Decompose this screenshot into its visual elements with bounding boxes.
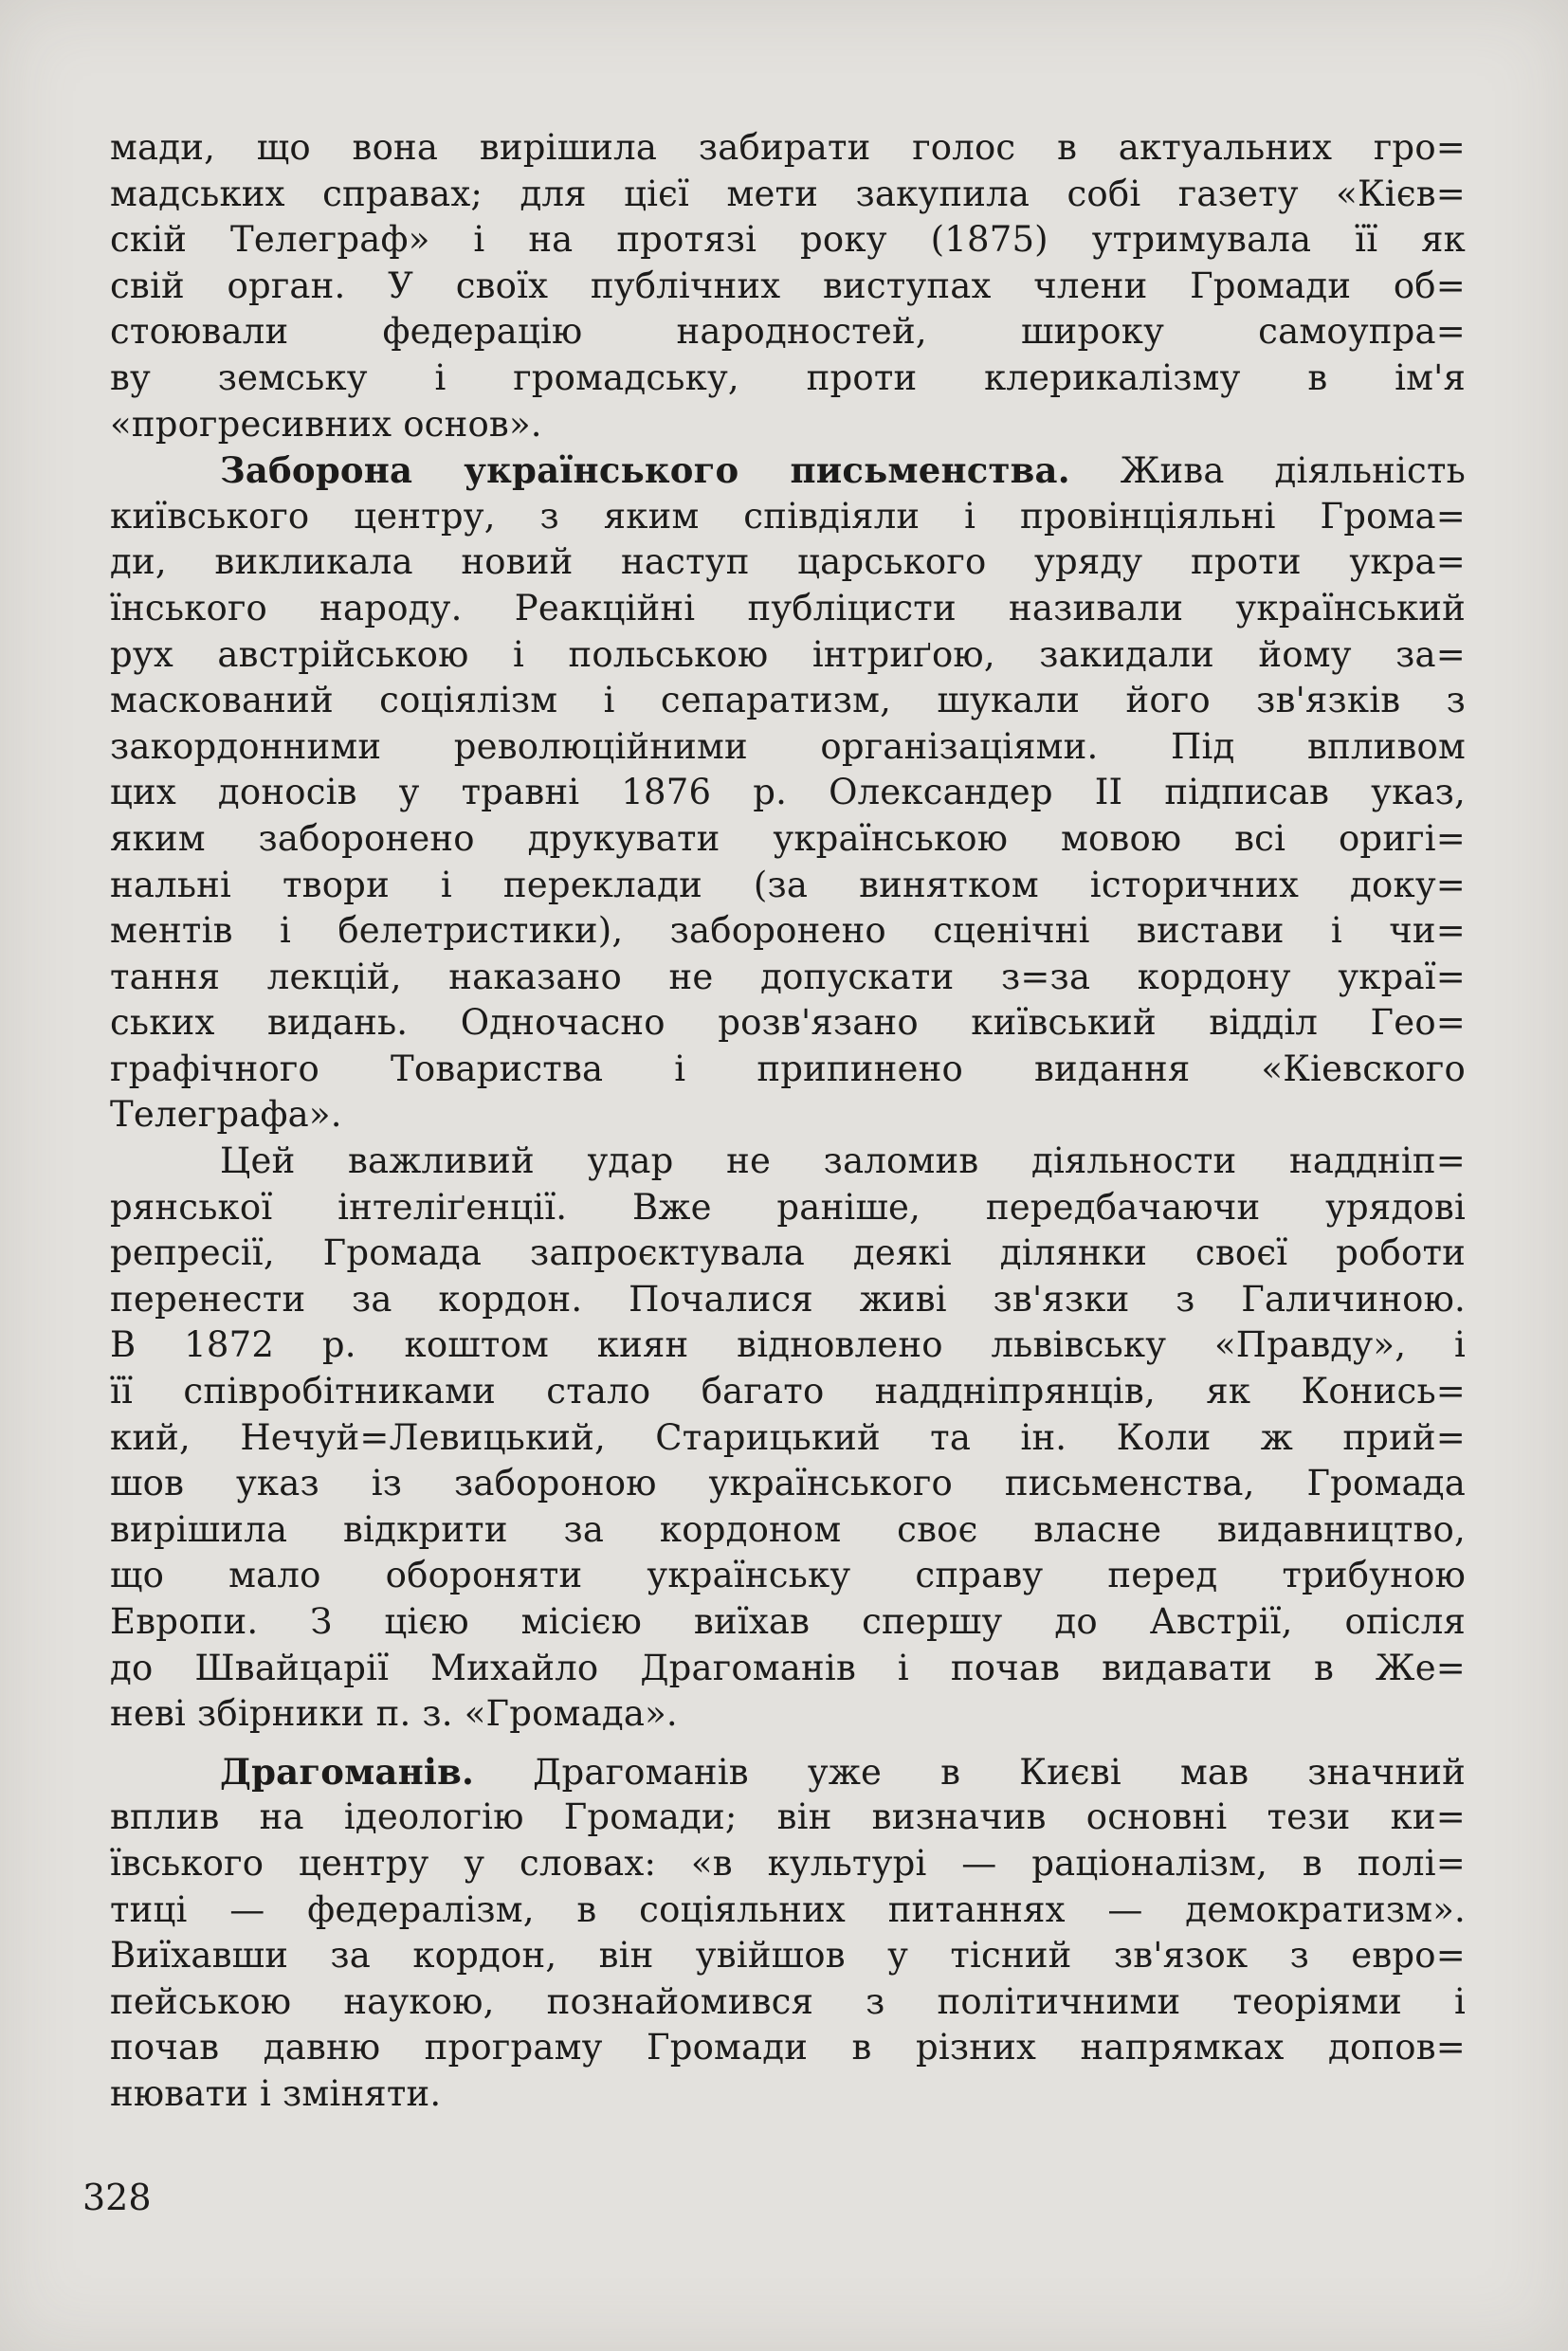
section-first-line (110, 1749, 1466, 1795)
text-line: їнського народу. Реакційні публіцисти називали український (110, 587, 1466, 629)
text-line: неві збірники п. з. «Громада». (110, 1693, 678, 1735)
text-line: Европи. З цією місією виїхав спершу до Австрії, опісля (110, 1601, 1466, 1642)
body-text (110, 125, 1466, 2118)
text-line: до Швайцарії Михайло Драгоманів і почав видавати в Же= (110, 1647, 1466, 1688)
text-line: тання лекцій, наказано не допускати з=за кордону украї= (110, 956, 1466, 997)
text-line: ди, викликала новий наступ царського уряду проти укра= (110, 541, 1466, 583)
text-line: ву земську і громадську, проти клерикалізму в ім'я (110, 356, 1466, 398)
text-line: вплив на ідеологію Громади; він визначив основні тези ки= (110, 1796, 1466, 1838)
text-line: ментів і белетристики), заборонено сценічні вистави і чи= (110, 910, 1466, 952)
page-number: 328 (82, 2177, 152, 2218)
text-line: скій Телеграф» і на протязі року (1875) утримувала її як (110, 219, 1466, 261)
text-line: мади, що вона вирішила забирати голос в актуальних гро= (110, 127, 1466, 168)
text-line: перенести за кордон. Почалися живі зв'язки з Галичиною. (110, 1278, 1466, 1320)
text-line: Виїхавши за кордон, він увійшов у тісний зв'язок з евро= (110, 1935, 1466, 1977)
text-line: Цей важливий удар не заломив діяльности наддніп= (220, 1140, 1466, 1182)
text-line: Телеграфа». (110, 1094, 342, 1136)
text-fragment: Жива діяльність (1069, 450, 1466, 492)
text-line: шов указ із забороною українського письменства, Громада (110, 1463, 1466, 1504)
text-line: ських видань. Одночасно розв'язано київський відділ Гео= (110, 1002, 1466, 1044)
text-line: маскований соціялізм і сепаратизм, шукали його зв'язків з (110, 680, 1466, 721)
text-line: стоювали федерацію народностей, широку самоупра= (110, 311, 1466, 353)
text-line: київського центру, з яким співдіяли і провінціяльні Грома= (110, 495, 1466, 537)
text-line: рух австрійською і польською інтриґою, закидали йому за= (110, 633, 1466, 675)
text-line: В 1872 р. коштом киян відновлено львівську «Правду», і (110, 1324, 1466, 1366)
text-line: пейською наукою, познайомився з політичними теоріями і (110, 1980, 1466, 2022)
text-line: мадських справах; для цієї мети закупила собі газету «Кієв= (110, 173, 1466, 214)
text-line: нальні твори і переклади (за винятком історичних доку= (110, 864, 1466, 905)
text-line: вирішила відкрити за кордоном своє власне видавництво, (110, 1508, 1466, 1550)
text-line: що мало обороняти українську справу перед трибуною (110, 1555, 1466, 1596)
paragraph-gap (110, 1738, 1466, 1749)
text-line: її співробітниками стало багато наддніпрянців, як Конись= (110, 1371, 1466, 1412)
text-line: почав давню програму Громади в різних напрямках допов= (110, 2027, 1466, 2069)
text-line: тиці — федералізм, в соціяльних питаннях — демократизм». (110, 1888, 1466, 1930)
text-line: яким заборонено друкувати українською мовою всі оригі= (110, 817, 1466, 859)
text-line: репресії, Громада запроєктувала деякі ділянки своєї роботи (110, 1232, 1466, 1274)
text-line: цих доносів у травні 1876 р. Олександер II підписав указ, (110, 772, 1466, 813)
text-line: графічного Товариства і припинено видання «Кіевского (110, 1048, 1466, 1089)
section-heading-drahomaniv: Драгоманів. (220, 1750, 475, 1793)
text-line: нювати і зміняти. (110, 2072, 442, 2114)
text-line: рянської інтеліґенції. Вже раніше, передбачаючи урядові (110, 1186, 1466, 1228)
text-line: кий, Нечуй=Левицький, Старицький та ін. Коли ж прий= (110, 1416, 1466, 1458)
section-heading-ban: Заборона українського письменства. (220, 449, 1070, 492)
text-line: свій орган. У своїх публічних виступах члени Громади об= (110, 264, 1466, 306)
text-fragment: Драгоманів уже в Києві мав значний (474, 1751, 1466, 1793)
section-first-line (110, 447, 1466, 494)
text-line: закордонними революційними організаціями. Під впливом (110, 725, 1466, 767)
text-line: «прогресивних основ». (110, 403, 542, 445)
text-line: ївського центру у словах: «в культурі — раціоналізм, в полі= (110, 1842, 1466, 1884)
